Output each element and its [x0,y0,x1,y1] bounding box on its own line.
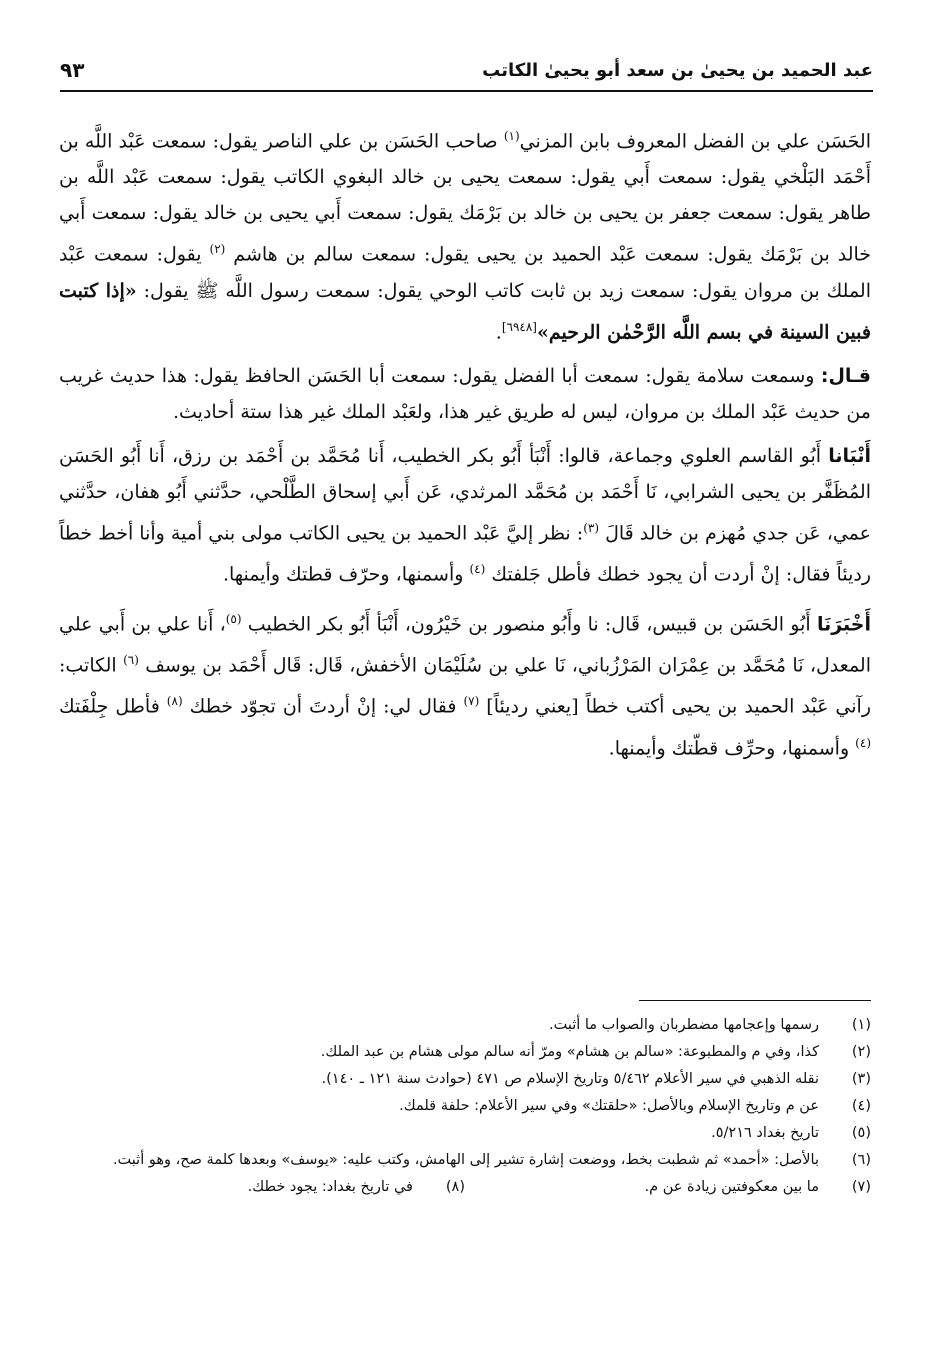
footnote-text: نقله الذهبي في سير الأعلام ٥/٤٦٢ وتاريخ الإسلام ص ٤٧١ (حوادث سنة ١٢١ ـ ١٤٠). [321,1071,819,1087]
footnote-1 [59,1012,871,1039]
footnote-text: في تاريخ بغداد: يجود خطك. [247,1179,413,1195]
footnote-6 [59,1147,871,1174]
footnote-number: (١) [851,1017,871,1033]
text-run: الكاتب: رآني عَبْد الحميد بن يحيى أكتب خطاً [يعني رديئاً] [59,654,872,718]
footnote-text: كذا، وفي م والمطبوعة: «سالم بن هشام» ومرّ أنه سالم مولى هشام بن عبد الملك. [320,1044,819,1060]
footnote-number: (٧) [851,1179,871,1195]
page-number: ٩٣ [60,58,85,82]
footnote-8 [59,1174,465,1201]
footnote-5 [59,1120,871,1147]
hadith-reference: [٦٩٤٨] [501,319,537,334]
text-run: أَبُو الحَسَن بن قبيس، قَال: نا وأَبُو منصور بن خَيْرُون، أَنْبَأ أَبُو بكر الخطيب [247,612,817,635]
footnote-marker: (٢) [209,242,226,257]
footnote-separator [639,1000,871,1001]
footnote-number: (٤) [851,1098,871,1114]
text-run: فأطل جِلْفَتك [59,695,167,718]
footnote-marker: (٦) [123,652,139,667]
footnote-3 [59,1066,871,1093]
text-run: ، أَنا علي بن أَبي علي المعدل، نَا مُحَمَّد بن عِمْرَان المَرْزُباني، نَا علي بن سُلَيْمَان الأخفش، قَال: قَال أَحْمَد بن يوسف [59,612,871,677]
text-run: . [495,320,502,343]
text-run: أَبُو القاسم العلوي وجماعة، قالوا: أَنْبَأ أَبُو بكر الخطيب، أَنا مُحَمَّد بن أَحْمَد بن رزق، أَنا أَبُو الحَسَن المُظَفَّر بن يحيى الشرابي، نَا أَحْمَد بن مُحَمَّد المرثدي، عَن أَبي إسحاق الطَّلْحي، حدَّثني أَبُو هفان، حدَّثني عمي، عَن جدي مُهزم بن خالد قَالَ [59,444,871,545]
paragraph-lead: أَخْبَرَنَا [816,612,871,635]
footnotes [59,1012,871,1201]
footnote-text: تاريخ بغداد ٥/٢١٦. [711,1125,819,1141]
footnote-4 [59,1093,871,1120]
footnote-marker: (١) [503,129,520,143]
footnote-number: (٥) [851,1125,871,1141]
footnote-text: بالأصل: «أحمد» ثم شطبت بخط، ووضعت إشارة تشير إلى الهامش، وكتب عليه: «يوسف» وبعدها كلمة صح، وهو أثبت. [112,1152,819,1168]
text-run: وأسمنها، وحرّف قطتك وأيمنها. [222,563,470,586]
text-run: : نظر إليَّ عَبْد الحميد بن يحيى الكاتب مولى بني أمية وأنا أخط خطاً رديئاً فقال: إنْ أردت أن يجود خطك فأطل جَلفتك [59,522,871,586]
footnote-number: (٨) [445,1179,465,1195]
paragraph-2 [59,358,871,430]
text-run: وسمعت سلامة يقول: سمعت أبا الفضل يقول: سمعت أبا الحَسَن الحافظ يقول: هذا حديث غريب من حديث عَبْد الملك بن مروان، ليس له طريق غير هذا، ولعَبْد الملك غير هذا ستة أحاديث. [59,364,871,423]
footnote-number: (٣) [851,1071,871,1087]
footnote-number: (٦) [851,1152,871,1168]
footnote-7 [465,1174,871,1201]
paragraph-lead: قـال: [820,364,871,387]
footnote-marker: (٥) [225,611,242,626]
footnote-text: ما بين معكوفتين زيادة عن م. [644,1179,819,1195]
main-text [59,118,871,774]
text-run: فقال لي: إنْ أردتَ أن تجوّد خطك [189,695,464,718]
footnote-text: عن م وتاريخ الإسلام وبالأصل: «حلقتك» وفي سير الأعلام: حلفة قلمك. [399,1098,819,1114]
footnote-2 [59,1039,871,1066]
hadith-quote: «إذا كتبت فبين السينة في بسم اللَّه الرَّحْمٰن الرحيم» [59,279,871,343]
page-header [60,50,873,92]
footnote-7-8-row [59,1174,871,1201]
text-run: وأسمنها، وحرِّف قطّتك وأيمنها. [608,736,856,759]
footnote-number: (٢) [851,1044,871,1060]
footnote-marker: (٤) [469,562,486,577]
running-title: عبد الحميد بن يحيىٰ بن سعد أبو يحيىٰ الكاتب [482,60,873,81]
paragraph-4 [59,601,871,766]
footnote-marker: (٣) [583,520,600,535]
paragraph-1 [59,118,871,350]
footnote-text: رسمها وإعجامها مضطربان والصواب ما أثبت. [548,1017,819,1033]
paragraph-3 [59,438,871,593]
footnote-marker: (٤) [855,735,871,750]
text-run: صاحب الحَسَن بن علي الناصر يقول: سمعت عَبْد اللَّه بن أَحْمَد البَلْخي يقول: سمعت أَبي يقول: سمعت يحيى بن خالد البغوي الكاتب يقول: سمعت عَبْد اللَّه بن طاهر يقول: سمعت جعفر بن يحيى بن خالد بن بَرْمَك يقول: سمعت أَبي يحيى بن خالد يقول: سمعت أَبي خالد بن بَرْمَك يقول: سمعت عَبْد الحميد بن يحيى يقول: سمعت سالم بن هاشم [59,130,872,266]
paragraph-lead: أَنْبَانا [828,444,871,467]
text-run: الحَسَن علي بن الفضل المعروف بابن المزني [519,130,872,153]
footnote-marker: (٨) [166,694,183,709]
text-run: يقول: سمعت عَبْد الملك بن مروان يقول: سمعت زيد بن ثابت كاتب الوحي يقول: سمعت رسول اللَّه ﷺ يقول: [59,243,871,302]
footnote-marker: (٧) [463,694,480,709]
